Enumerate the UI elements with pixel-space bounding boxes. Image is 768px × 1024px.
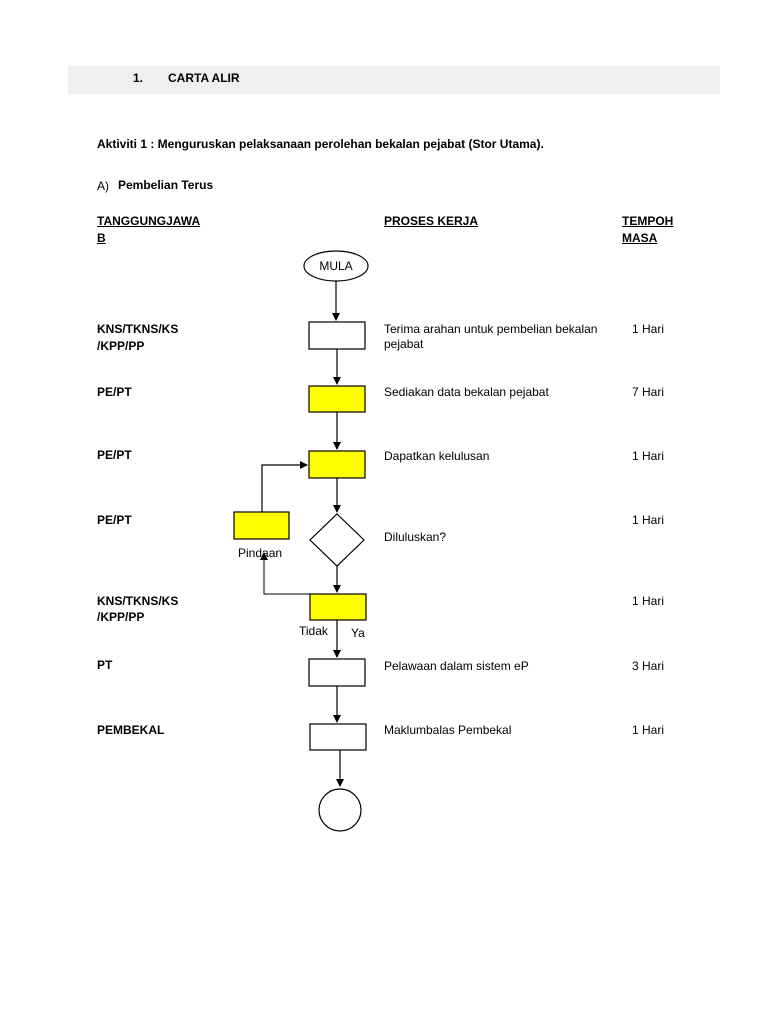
subsection-letter: A) xyxy=(97,179,109,193)
row-1-process: Terima arahan untuk pembelian bekalan pejabat xyxy=(384,322,598,351)
row-6-process: Pelawaan dalam sistem eP xyxy=(384,659,529,673)
end-terminator xyxy=(319,789,361,831)
row-5-responsibility-line1: KNS/TKNS/KS xyxy=(97,594,179,608)
revision-box xyxy=(234,512,289,539)
row-1-responsibility-line1: KNS/TKNS/KS xyxy=(97,322,179,336)
row-6-duration: 3 Hari xyxy=(632,659,665,673)
col-header-duration-line1: TEMPOH xyxy=(622,214,674,228)
col-header-responsibility-line1: TANGGUNGJAWA xyxy=(97,214,201,228)
row-1-responsibility-line2: /KPP/PP xyxy=(97,339,145,353)
row-2-responsibility: PE/PT xyxy=(97,385,132,399)
col-header-process: PROSES KERJA xyxy=(384,214,479,228)
row-4-duration: 1 Hari xyxy=(632,513,665,527)
process-box-step6 xyxy=(309,659,365,686)
no-label: Tidak xyxy=(299,624,328,638)
row-7-responsibility: PEMBEKAL xyxy=(97,723,165,737)
row-3-process: Dapatkan kelulusan xyxy=(384,449,490,463)
yes-label: Ya xyxy=(351,626,365,640)
arrow-revision-to-step3 xyxy=(262,465,307,512)
process-box-step7 xyxy=(310,724,366,750)
row-3-duration: 1 Hari xyxy=(632,449,665,463)
row-5-responsibility-line2: /KPP/PP xyxy=(97,610,145,624)
section-title: CARTA ALIR xyxy=(168,71,240,85)
row-3-responsibility: PE/PT xyxy=(97,448,132,462)
process-box-step1 xyxy=(309,322,365,349)
start-label: MULA xyxy=(319,259,353,273)
row-2-duration: 7 Hari xyxy=(632,385,665,399)
row-7-process: Maklumbalas Pembekal xyxy=(384,723,512,737)
row-5-duration: 1 Hari xyxy=(632,594,665,608)
process-box-step2 xyxy=(309,386,365,412)
row-4-responsibility: PE/PT xyxy=(97,513,132,527)
col-header-duration-line2: MASA xyxy=(622,231,658,245)
row-7-duration: 1 Hari xyxy=(632,723,665,737)
activity-title: Aktiviti 1 : Menguruskan pelaksanaan perolehan bekalan pejabat (Stor Utama). xyxy=(97,137,544,151)
subsection-title: Pembelian Terus xyxy=(118,178,214,192)
row-6-responsibility: PT xyxy=(97,658,113,672)
process-box-step5 xyxy=(310,594,366,620)
decision-diamond xyxy=(310,514,364,566)
revision-label: Pindaan xyxy=(238,546,283,560)
process-box-step3 xyxy=(309,451,365,478)
col-header-responsibility-line2: B xyxy=(97,231,106,245)
row-1-duration: 1 Hari xyxy=(632,322,665,336)
row-2-process: Sediakan data bekalan pejabat xyxy=(384,385,549,399)
section-number: 1. xyxy=(133,71,144,85)
row-4-process: Diluluskan? xyxy=(384,530,447,544)
